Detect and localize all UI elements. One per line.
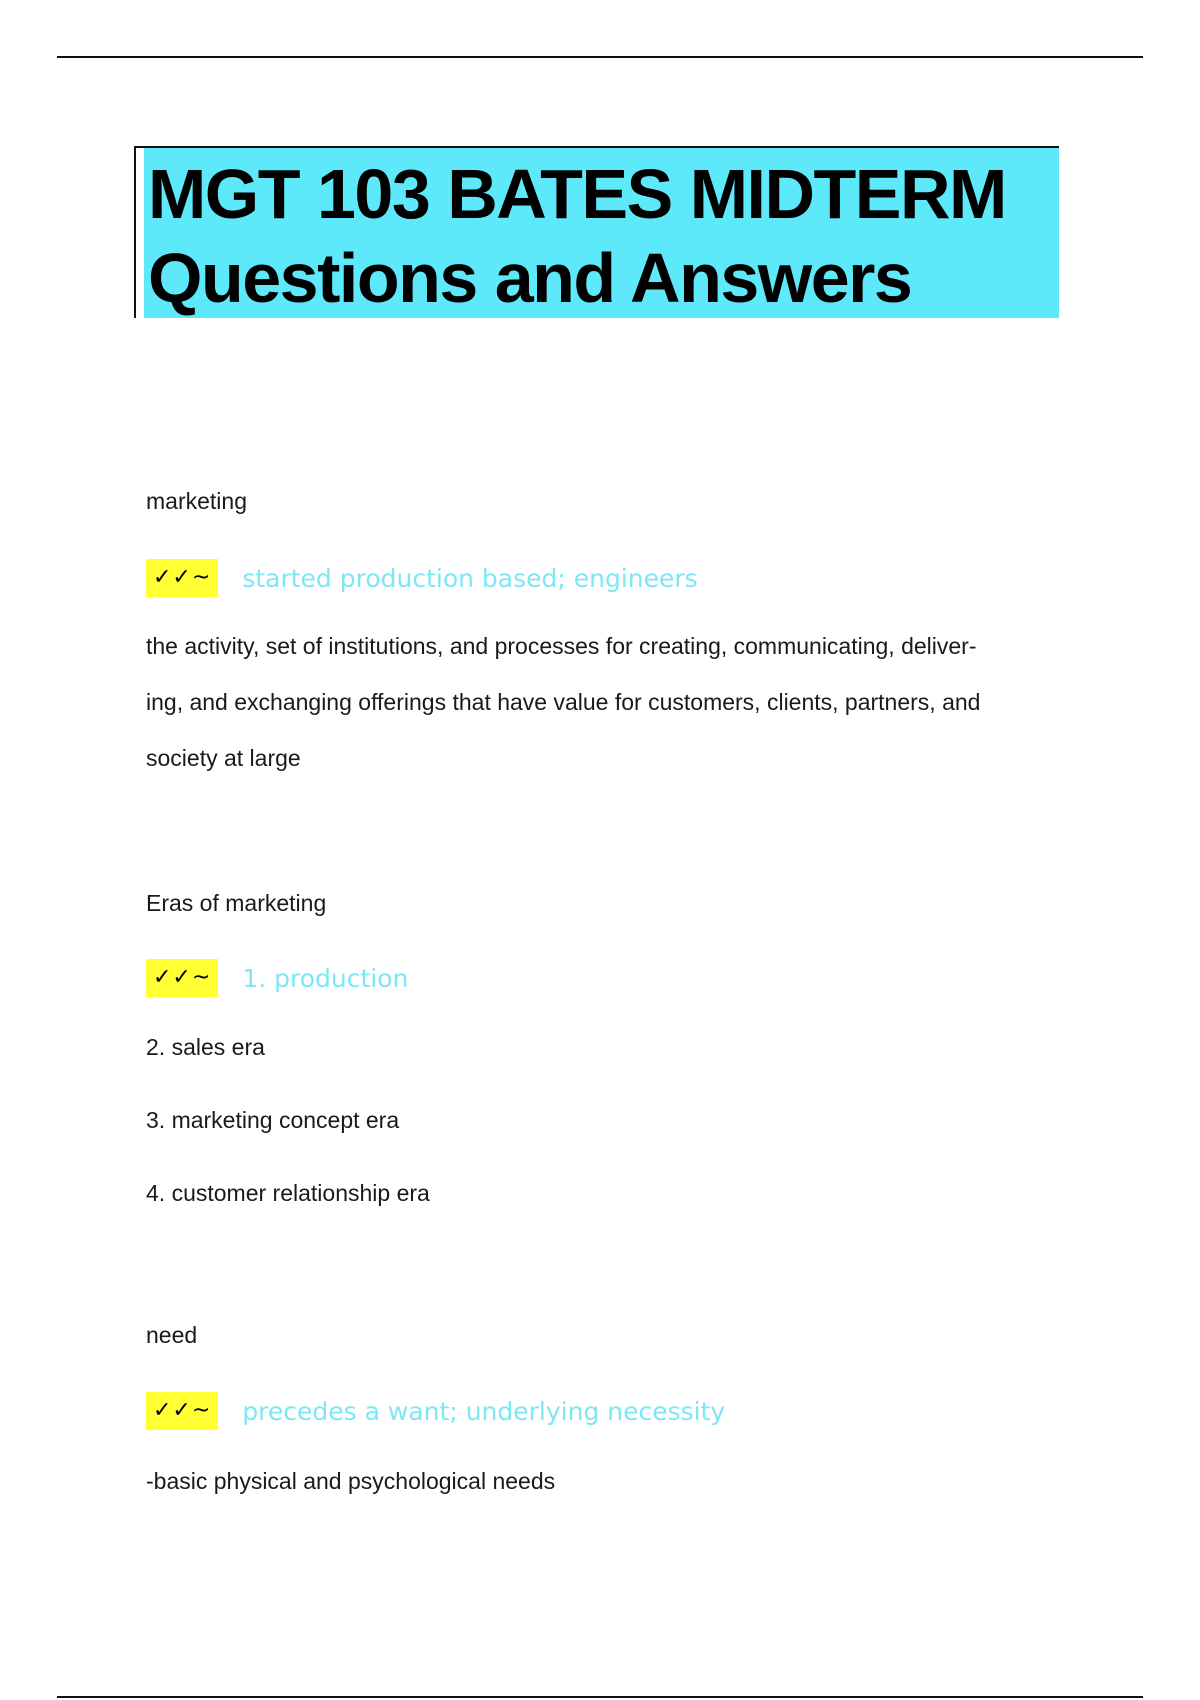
answer-line: the activity, set of institutions, and processes for creating, communicating, deliver- [146,633,977,659]
answer-highlight: 1. production [242,963,409,993]
document-title [148,152,1006,320]
term-need: need [146,1322,198,1348]
term-eras-of-marketing: Eras of marketing [146,890,327,916]
answer-line: ing, and exchanging offerings that have value for customers, clients, partners, and [146,689,981,715]
check-mark-icon: ✓✓~ [146,959,218,997]
title-line-2: Questions and Answers [148,239,912,317]
answer-line: 4. customer relationship era [146,1180,430,1206]
answer-line: society at large [146,745,301,771]
answer-highlight: started production based; engineers [242,563,698,593]
title-box [134,146,1059,318]
answer-row-need [146,1392,725,1430]
answer-line: 2. sales era [146,1034,265,1060]
answer-body-marketing [146,618,1046,786]
check-mark-icon: ✓✓~ [146,1392,218,1430]
answer-highlight: precedes a want; underlying necessity [242,1396,726,1426]
footer-rule [57,1696,1143,1698]
answer-row-eras [146,959,408,997]
header-rule [57,56,1143,58]
answer-row-marketing [146,559,698,597]
check-mark-icon: ✓✓~ [146,559,218,597]
title-line-1: MGT 103 BATES MIDTERM [148,155,1006,233]
term-marketing: marketing [146,488,247,514]
answer-line: -basic physical and psychological needs [146,1468,556,1494]
answer-line: 3. marketing concept era [146,1107,400,1133]
